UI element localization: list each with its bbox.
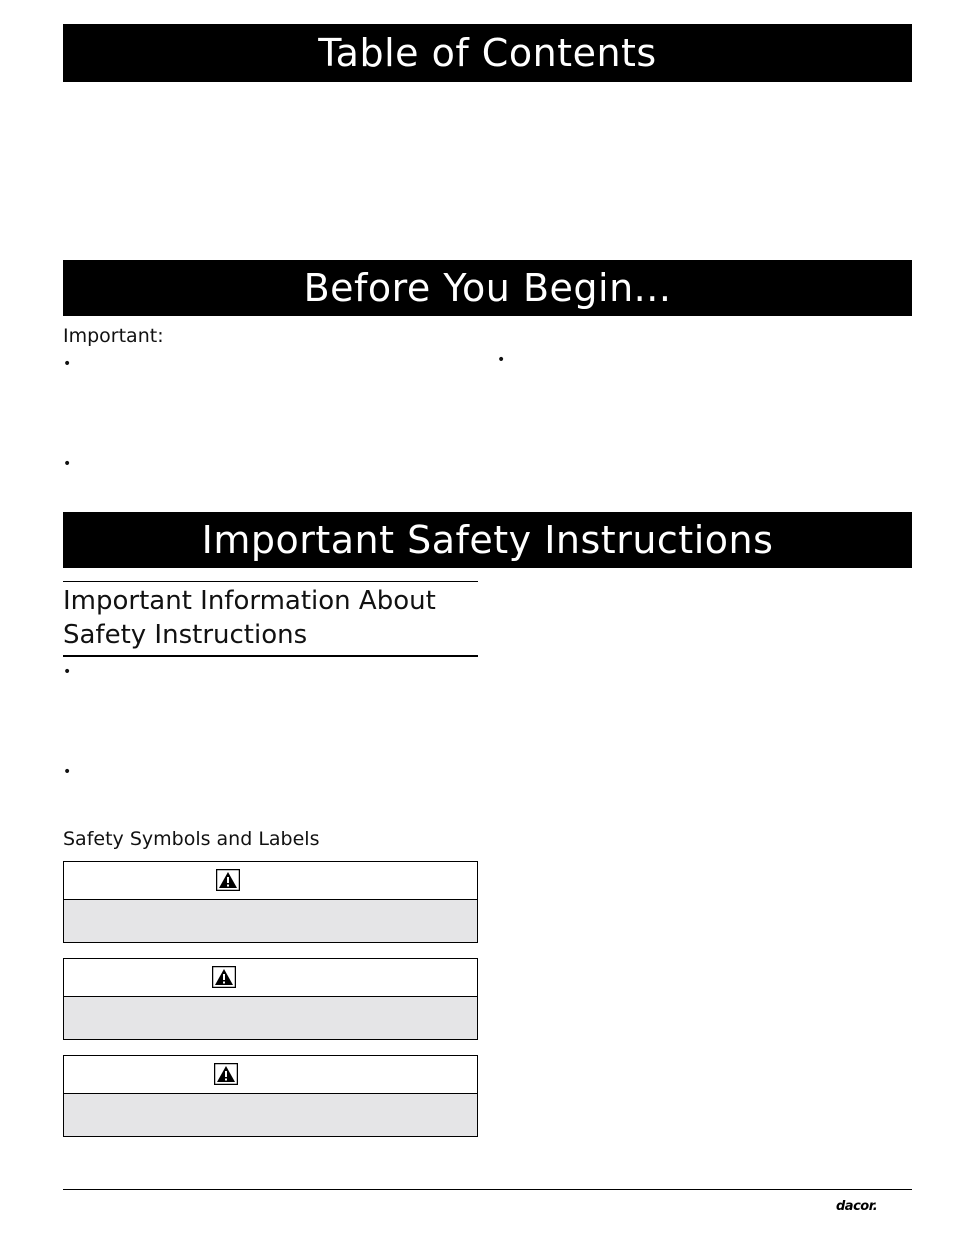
footer-rule [63,1189,912,1190]
symbol-box-header [64,959,477,997]
banner-title: Before You Begin... [303,266,672,310]
bullet: • [497,352,506,368]
warning-triangle-icon [214,1063,238,1085]
before-you-begin-banner [63,260,912,316]
symbol-box-body [64,997,477,1039]
symbol-box-header [64,862,477,900]
safety-symbol-box [63,1055,478,1137]
divider [63,581,478,582]
bullet: • [63,356,72,372]
subheading-line: Important Information About [63,586,436,616]
bullet: • [63,764,72,780]
banner-title: Table of Contents [318,31,657,75]
safety-symbol-box [63,861,478,943]
safety-subheading [63,584,478,652]
bullet: • [63,456,72,472]
banner-title: Important Safety Instructions [201,518,774,562]
subheading-line: Safety Instructions [63,620,308,650]
warning-triangle-icon [216,869,240,891]
safety-symbol-box [63,958,478,1040]
symbol-box-body [64,900,477,942]
table-of-contents-banner [63,24,912,82]
important-label: Important: [63,325,164,347]
safety-symbols-label: Safety Symbols and Labels [63,828,320,850]
divider [63,655,478,657]
dacor-logo: dacor. [836,1199,878,1214]
symbol-box-header [64,1056,477,1094]
warning-triangle-icon [212,966,236,988]
bullet: • [63,664,72,680]
important-safety-banner [63,512,912,568]
symbol-box-body [64,1094,477,1136]
